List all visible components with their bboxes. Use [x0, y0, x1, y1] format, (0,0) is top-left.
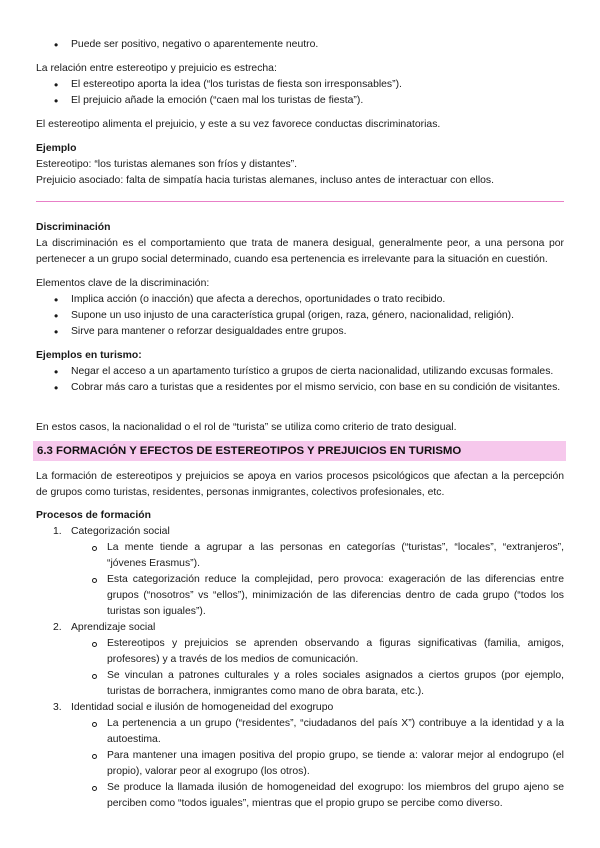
bullet-item: • Cobrar más caro a turistas que a residentes por el mismo servicio, con base en su condición de visitantes.: [36, 380, 564, 396]
discrimination-definition: La discriminación es el comportamiento que trata de manera desigual, generalmente peor, a una persona por pertenecer a un grupo social determinado, cuando esa pertenencia es irrelevante para la situación en cuestión.: [36, 238, 564, 265]
elements-intro: Elementos clave de la discriminación:: [36, 278, 210, 289]
bullet-item: • Implica acción (o inacción) que afecta a derechos, oportunidades o trato recibido.: [36, 292, 564, 308]
discrimination-closing: En estos casos, la nacionalidad o el rol de “turista” se utiliza como criterio de trato desigual.: [36, 422, 457, 433]
bullet-item: • El prejuicio añade la emoción (“caen mal los turistas de fiesta”).: [36, 93, 564, 109]
relation-intro: La relación entre estereotipo y prejuicio es estrecha:: [36, 63, 277, 74]
discrimination-heading: Discriminación: [36, 222, 111, 233]
bullet-item: • Sirve para mantener o reforzar desigualdades entre grupos.: [36, 324, 564, 340]
relation-list: [36, 77, 564, 109]
process-number: 2.: [53, 622, 62, 633]
section-divider: [36, 201, 564, 202]
process-subitem: Estereotipos y prejuicios se aprenden observando a figuras significativas (familia, amigos, profesores) y a través de los medios de comunicación.: [36, 636, 564, 668]
tourism-examples-list: [36, 364, 564, 396]
process-title: Identidad social e ilusión de homogeneidad del exogrupo: [71, 702, 334, 713]
process-item: [36, 524, 564, 540]
process-item: [36, 700, 564, 716]
section-title: 6.3 FORMACIÓN Y EFECTOS DE ESTEREOTIPOS Y PREJUICIOS EN TURISMO: [37, 445, 462, 457]
processes-list: [36, 524, 564, 812]
process-subitem: Esta categorización reduce la complejidad, pero provoca: exageración de las diferencias entre grupos (“nosotros” vs “ellos”), minimización de las diferencias dentro de cada grupo (“todos los turistas son iguales”).: [36, 572, 564, 620]
process-subitem: La mente tiende a agrupar a las personas en categorías (“turistas”, “locales”, “extranjeros”, “jóvenes Erasmus”).: [36, 540, 564, 572]
processes-heading: Procesos de formación: [36, 510, 151, 521]
process-subitem: Para mantener una imagen positiva del propio grupo, se tiende a: valorar mejor al endogrupo (el propio), valorar peor al exogrupo (los otros).: [36, 748, 564, 780]
example-heading: Ejemplo: [36, 143, 77, 154]
section-intro: La formación de estereotipos y prejuicios se apoya en varios procesos psicológicos que afectan a la percepción de grupos como turistas, residentes, personas inmigrantes, colectivos profesionales, etc.: [36, 471, 564, 498]
tourism-examples-heading: Ejemplos en turismo:: [36, 350, 142, 361]
section-title-band: [33, 441, 566, 461]
bullet-item: • El estereotipo aporta la idea (“los turistas de fiesta son irresponsables”).: [36, 77, 564, 93]
process-subitem: La pertenencia a un grupo (“residentes”, “ciudadanos del país X”) contribuye a la identidad y a la autoestima.: [36, 716, 564, 748]
process-number: 1.: [53, 526, 62, 537]
process-title: Categorización social: [71, 526, 170, 537]
elements-list: [36, 292, 564, 340]
feeds-paragraph: El estereotipo alimenta el prejuicio, y este a su vez favorece conductas discriminatorias.: [36, 119, 441, 130]
bullet-item: • Supone un uso injusto de una característica grupal (origen, raza, género, nacionalidad, religión).: [36, 308, 564, 324]
top-bullet-list: [36, 37, 564, 53]
process-title: Aprendizaje social: [71, 622, 156, 633]
example-line-2: Prejuicio asociado: falta de simpatía hacia turistas alemanes, incluso antes de interactuar con ellos.: [36, 175, 495, 186]
example-line-1: Estereotipo: “los turistas alemanes son fríos y distantes”.: [36, 159, 298, 170]
process-subitem: Se produce la llamada ilusión de homogeneidad del exogrupo: los miembros del grupo ajeno se perciben como “todos iguales”, mientras que el propio grupo se percibe como diverso.: [36, 780, 564, 812]
process-number: 3.: [53, 702, 62, 713]
bullet-item: • Puede ser positivo, negativo o aparentemente neutro.: [36, 37, 564, 53]
process-item: [36, 620, 564, 636]
process-subitem: Se vinculan a patrones culturales y a roles sociales asignados a ciertos grupos (por ejemplo, turistas de borrachera, inmigrantes como mano de obra barata, etc.).: [36, 668, 564, 700]
bullet-item: • Negar el acceso a un apartamento turístico a grupos de cierta nacionalidad, utilizando excusas formales.: [36, 364, 564, 380]
